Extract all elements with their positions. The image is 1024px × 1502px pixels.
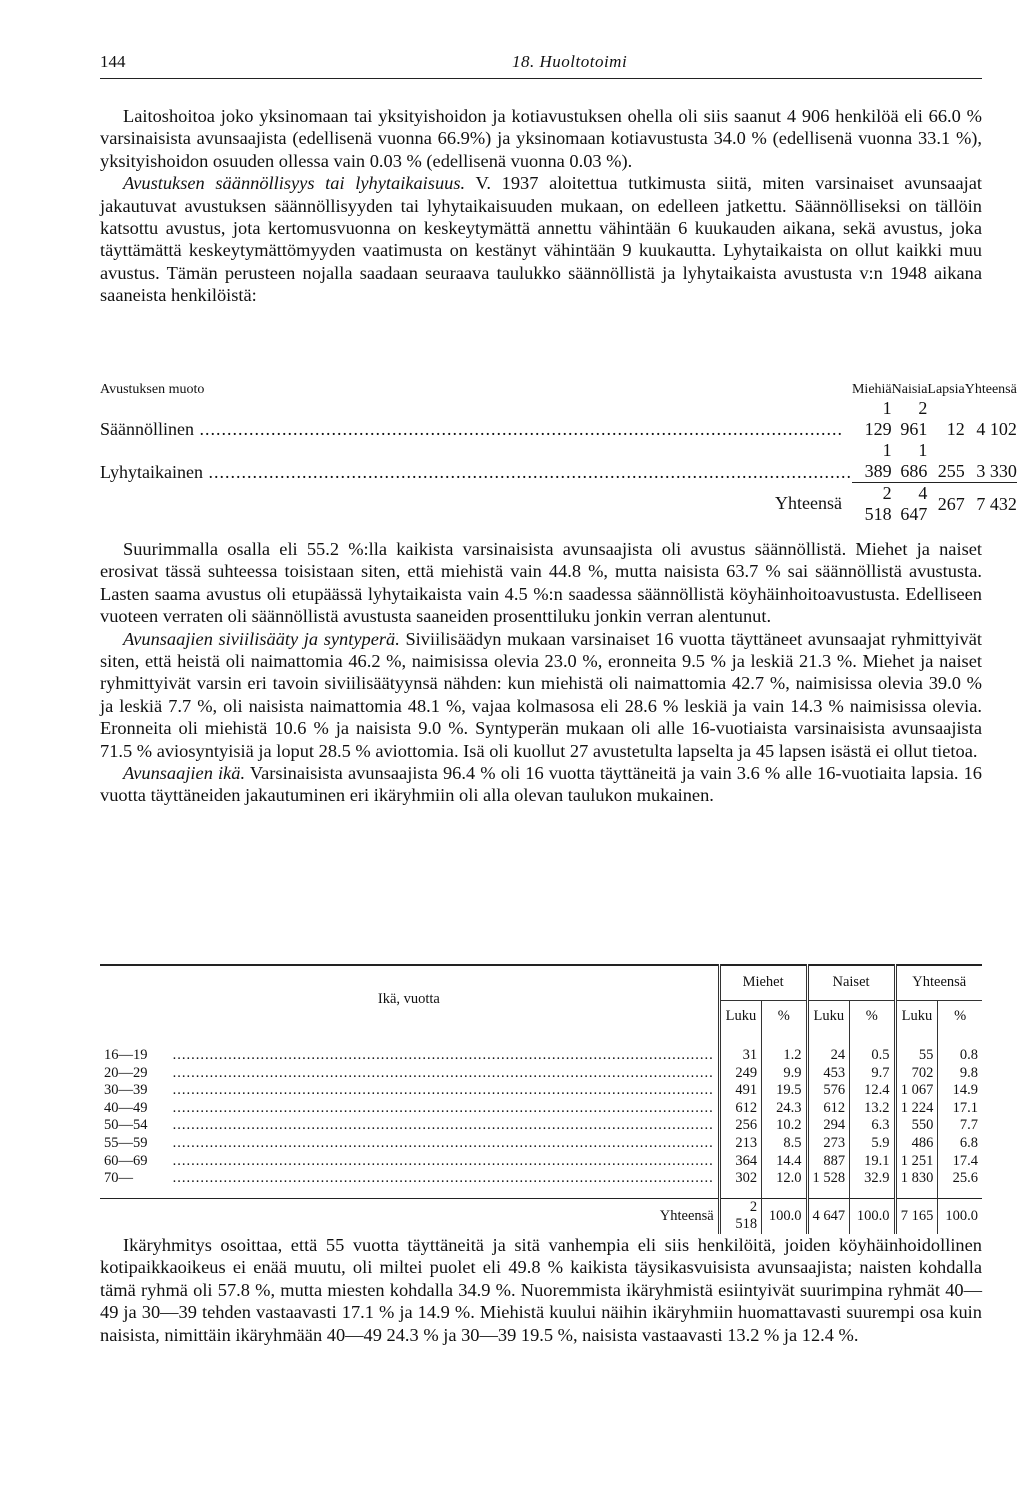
cell: 10.2 [762, 1117, 807, 1135]
cell: 31 [719, 1033, 761, 1065]
cell: 32.9 [850, 1170, 895, 1198]
table-row [100, 398, 1017, 440]
cell: 702 [895, 1065, 938, 1083]
paragraph-3: Suurimmalla osalla eli 55.2 %:lla kaikista varsinaisista avunsaajista oli avustus säännöllistä. Miehet ja naiset erosivat tässä suhteessa toisistaan siten, että miehistä vain 44.8 %, mutta naisista 63.7 % sai säännöllistä avustusta. Lasten saama avustus oli etupäässä lyhytaikaista vain 4.5 %:n saadessa säännöllistä köyhäinhoitoavustusta. Edelliseen vuoteen verraten oli säännöllistä avustusta saaneiden prosenttiluku jonkin verran alentunut. [100, 539, 982, 627]
section-heading-regularity: Avustuksen säännöllisyys tai lyhytaikaisuus. [123, 173, 466, 194]
cell: 256 [719, 1117, 761, 1135]
cell: 9.7 [850, 1065, 895, 1083]
cell: 1 528 [807, 1170, 850, 1198]
age-group-label: 20—29 ..... [100, 1065, 719, 1083]
paragraph-4-text: Siviilisäädyn mukaan varsinaiset 16 vuotta täyttäneet avunsaajat ryhmittyivät siten, että heistä oli naimattomia 46.2 %, naimisissa olevia 23.0 %, eronneita 9.5 % ja leskiä 21.3 %. Miehet ja naiset ryhmittyivät varsin eri tavoin siviilisäätyynsä nähden: kun miehistä oli naimattomia 42.7 %, naimisissa olevia 39.0 % ja leskiä 7.7 %, oli naisista naimattomia 48.1 %, vajaa kolmasosa eli 28.6 % leskiä ja vain 14.3 % naimisissa olevia. Eronneita oli miehistä 10.6 % ja naisista 9.0 %. Syntyperän mukaan oli alle 16-vuotiaista varsinaisista avunsaajista 71.5 % aviosyntyisiä ja loput 28.5 % aviottomia. Isä oli kuollut 27 avustetulta lapselta ja 45 lapsen isästä ei ollut tietoa. [100, 628, 982, 761]
age-group-label: 30—39 ..... [100, 1082, 719, 1100]
cell: 576 [807, 1082, 850, 1100]
paragraph-4 [100, 628, 982, 762]
cell: 255 [937, 461, 965, 481]
cell: 100.0 [762, 1198, 807, 1234]
cell: 7 165 [895, 1198, 938, 1234]
subheader-percent: % [762, 1001, 807, 1034]
cell: 14.9 [938, 1082, 982, 1100]
paragraph-2-text: V. 1937 aloitettua tutkimusta siitä, miten varsinaiset avunsaajat jakautuvat avustuksen säännöllisyyden tai lyhytaikaisuuden mukaan, on edelleen jatkettu. Säännölliseksi on tällöin katsottu avustus, jota kertomusvuonna on keskeytymättä annettu vähintään 6 kuukauden aikana, sekä avustus, joka täyttämättä keskeytymättömyyden vaatimusta on kestänyt vähintään 9 kuukautta. Lyhytaikaista on ollut kaikki muu avustus. Tämän perusteen nojalla saadaan seuraava taulukko säännöllistä ja lyhytaikaista avustusta v:n 1948 aikana saaneista henkilöistä: [100, 173, 983, 306]
cell: 12.0 [762, 1170, 807, 1198]
cell: 273 [807, 1135, 850, 1153]
age-table-total-row [100, 1198, 982, 1234]
cell: 7 432 [965, 483, 1017, 526]
row-label: Lyhytaikainen ..... [100, 440, 852, 483]
table-row [100, 440, 1017, 483]
intro-section [100, 105, 982, 307]
regularity-table [100, 378, 1017, 525]
cell: 1 251 [895, 1153, 938, 1171]
cell: 17.4 [938, 1153, 982, 1171]
col-header-men: Miehet [719, 965, 807, 1001]
cell: 13.2 [850, 1100, 895, 1118]
cell: 12.4 [850, 1082, 895, 1100]
table-row [100, 1100, 982, 1118]
cell: 4 102 [976, 419, 1017, 439]
running-title: 18. Huoltotoimi [512, 52, 628, 71]
cell: 2 961 [900, 398, 928, 439]
cell: 100.0 [850, 1198, 895, 1234]
cell: 3 330 [976, 461, 1017, 481]
paragraph-6: Ikäryhmitys osoittaa, että 55 vuotta täyttäneitä ja sitä vanhempia eli siis henkilöitä, joiden köyhäinhoidollinen kotipaikkaoikeus ei enää muutu, oli miltei puolet eli 49.8 % kaikista täysikasvuisista avunsaajista; naisten kohdalla tämä ryhmä oli 57.8 %, mutta miesten kohdalla 34.9 %. Nuoremmista ikäryhmistä esiintyivät suurimpina ryhmät 40—49 ja 30—39 tehden vastaavasti 17.1 % ja 14.9 %. Miehistä kuului näihin ikäryhmiin huomattavasti suurempi osa kuin naisista, nimittäin ikäryhmään 40—49 24.3 % ja 30—39 19.5 %, naisista vastaavasti 13.2 % ja 12.4 %. [100, 1235, 982, 1345]
table-row [100, 1153, 982, 1171]
cell: 4 647 [892, 483, 928, 526]
total-label: Yhteensä [100, 1198, 719, 1234]
section-heading-age: Avunsaajien ikä. [123, 763, 246, 784]
cell: 1 224 [895, 1100, 938, 1118]
cell: 14.4 [762, 1153, 807, 1171]
subheader-count: Luku [807, 1001, 850, 1034]
cell: 2 518 [719, 1198, 761, 1234]
paragraph-1: Laitoshoitoa joko yksinomaan tai yksityishoidon ja kotiavustuksen ohella oli siis saanut 4 906 henkilöä eli 66.0 % varsinaisista avunsaajista (edellisenä vuonna 66.9%) ja yksinomaan kotiavustusta 34.0 % (edellisenä vuonna 33.1 %), yksityishoidon osuuden ollessa vain 0.03 % (edellisenä vuonna 0.03 %). [100, 106, 982, 171]
cell: 0.5 [850, 1033, 895, 1065]
cell: 213 [719, 1135, 761, 1153]
cell: 9.8 [938, 1065, 982, 1083]
col-header-women: Naisia [891, 382, 928, 397]
cell: 24 [807, 1033, 850, 1065]
total-label: Yhteensä [775, 493, 842, 514]
cell: 486 [895, 1135, 938, 1153]
subheader-count: Luku [895, 1001, 938, 1034]
col-header-men: Miehiä [851, 382, 892, 397]
subheader-percent: % [850, 1001, 895, 1034]
cell: 6.8 [938, 1135, 982, 1153]
age-group-label: 70— ..... [100, 1170, 719, 1198]
cell: 100.0 [938, 1198, 982, 1234]
table-header-row [100, 378, 1017, 398]
table-row [100, 1033, 982, 1065]
age-table [100, 964, 982, 1234]
cell: 4 647 [807, 1198, 850, 1234]
cell: 1 686 [900, 440, 928, 481]
cell: 9.9 [762, 1065, 807, 1083]
age-table-body [100, 1033, 982, 1198]
cell: 1 067 [895, 1082, 938, 1100]
subheader-count: Luku [719, 1001, 761, 1034]
col-header-total: Yhteensä [895, 965, 982, 1001]
cell: 267 [927, 483, 964, 526]
section-heading-civil-status: Avunsaajien siviilisääty ja syntyperä. [123, 628, 400, 649]
page-number: 144 [100, 52, 126, 71]
col-header-women: Naiset [807, 965, 895, 1001]
subheader-percent: % [938, 1001, 982, 1034]
cell: 19.5 [762, 1082, 807, 1100]
age-group-label: 40—49 ..... [100, 1100, 719, 1118]
cell: 491 [719, 1082, 761, 1100]
age-group-label: 50—54 ..... [100, 1117, 719, 1135]
cell: 12 [946, 419, 965, 439]
row-label: Säännöllinen ..... [100, 398, 852, 440]
table-row [100, 1135, 982, 1153]
table-row [100, 1170, 982, 1198]
cell: 887 [807, 1153, 850, 1171]
paragraph-5-text: Varsinaisista avunsaajista 96.4 % oli 16 vuotta täyttäneitä ja vain 3.6 % alle 16-vuotiaita lapsia. 16 vuotta täyttäneiden jakautuminen eri ikäryhmiin oli alla olevan taulukon mukainen. [100, 763, 983, 806]
cell: 7.7 [938, 1117, 982, 1135]
cell: 1 389 [864, 440, 892, 481]
cell: 1.2 [762, 1033, 807, 1065]
cell: 55 [895, 1033, 938, 1065]
page-header [100, 48, 982, 78]
cell: 1 129 [864, 398, 892, 439]
col-header-children: Lapsia [927, 382, 965, 397]
age-group-label: 16—19 ..... [100, 1033, 719, 1065]
cell: 5.9 [850, 1135, 895, 1153]
col-header-total: Yhteensä [964, 382, 1017, 397]
cell: 612 [719, 1100, 761, 1118]
cell: 24.3 [762, 1100, 807, 1118]
cell: 550 [895, 1117, 938, 1135]
col-header-type: Avustuksen muoto [100, 382, 205, 397]
cell: 1 830 [895, 1170, 938, 1198]
age-group-label: 60—69 ..... [100, 1153, 719, 1171]
middle-section [100, 538, 982, 807]
paragraph-2 [100, 172, 982, 306]
cell: 294 [807, 1117, 850, 1135]
cell: 612 [807, 1100, 850, 1118]
age-group-label: 55—59 ..... [100, 1135, 719, 1153]
paragraph-5 [100, 762, 982, 807]
cell: 302 [719, 1170, 761, 1198]
cell: 6.3 [850, 1117, 895, 1135]
cell: 8.5 [762, 1135, 807, 1153]
cell: 453 [807, 1065, 850, 1083]
age-table-header-row [100, 965, 982, 1001]
table-total-row [100, 483, 1017, 526]
cell: 17.1 [938, 1100, 982, 1118]
cell: 2 518 [852, 483, 892, 526]
cell: 249 [719, 1065, 761, 1083]
cell: 19.1 [850, 1153, 895, 1171]
cell: 25.6 [938, 1170, 982, 1198]
header-rule [100, 78, 982, 79]
col-header-age: Ikä, vuotta [100, 965, 719, 1033]
closing-section [100, 1234, 982, 1346]
table-row [100, 1065, 982, 1083]
table-row [100, 1082, 982, 1100]
cell: 364 [719, 1153, 761, 1171]
cell: 0.8 [938, 1033, 982, 1065]
table-row [100, 1117, 982, 1135]
